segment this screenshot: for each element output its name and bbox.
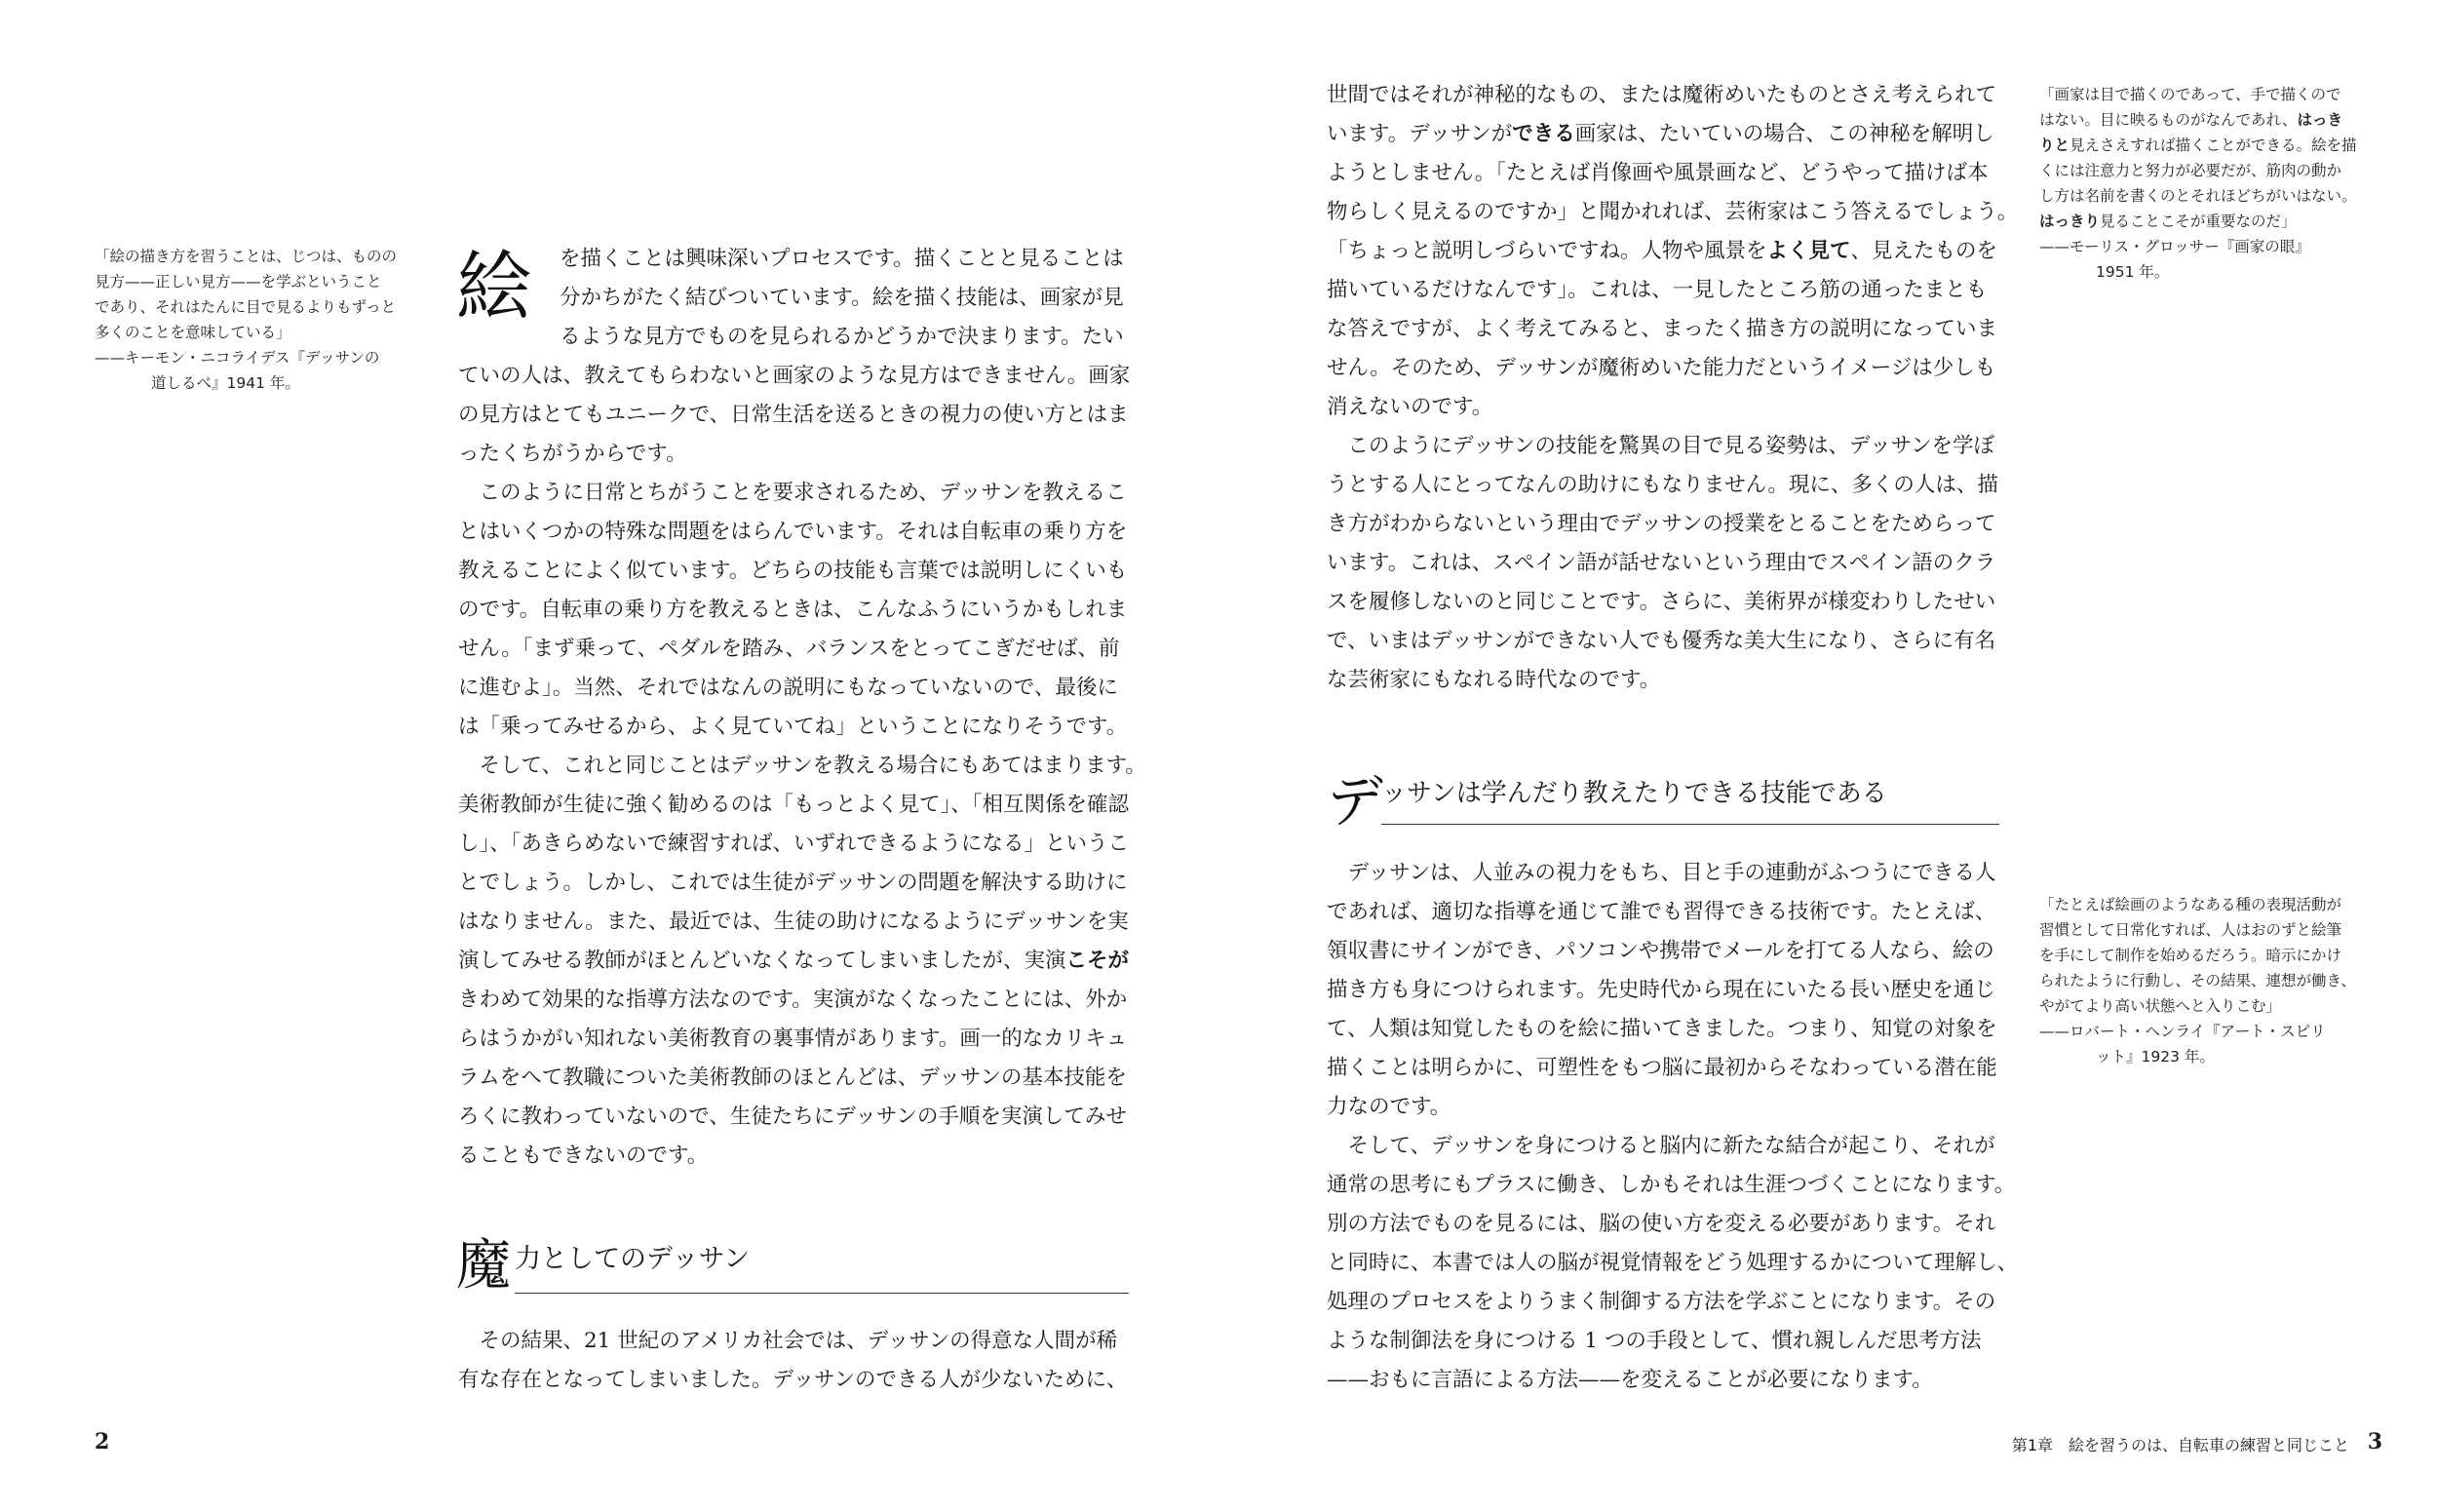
section-heading-learnable-skill — [1327, 770, 1999, 838]
heading-text: 力としてのデッサン — [515, 1244, 751, 1274]
body-line: 世間ではそれが神秘的なもの、または魔術めいたものとさえ考えられて — [1327, 83, 1997, 107]
body-line: 消えないのです。 — [1327, 395, 1493, 419]
body-line: はなりません。また、最近では、生徒の助けになるようにデッサンを実 — [458, 910, 1129, 934]
body-line: の見方はとてもユニークで、日常生活を送るときの視力の使い方とはま — [458, 403, 1129, 427]
sidenote-line: 習慣として日常化すれば、人はおのずと絵筆 — [2039, 921, 2342, 939]
body-line: デッサンは、人並みの視力をもち、目と手の連動がふつうにできる人 — [1347, 861, 1996, 885]
sidenote-line: 多くのことを意味している」 — [95, 324, 291, 341]
body-line: らはうかがい知れない美術教育の裏事情があります。画一的なカリキュ — [458, 1027, 1128, 1051]
body-line: し」、「あきらめないで練習すれば、いずれできるようになる」というこ — [458, 832, 1130, 856]
left-after-heading-text — [458, 1322, 1128, 1400]
page-number-left: 2 — [95, 1429, 110, 1454]
section-heading-magic — [456, 1236, 1129, 1304]
sidenote-text: 見えさえすれば描くことができる。絵を描 — [2070, 136, 2357, 154]
body-line: 描くことは明らかに、可塑性をもつ脳に最初からそなわっている潜在能 — [1327, 1056, 1997, 1080]
body-line: ることもできないのです。 — [458, 1144, 709, 1168]
left-body-text — [458, 357, 1146, 1176]
body-line: 別の方法でものを見るには、脳の使い方を変える必要があります。それ — [1327, 1212, 1996, 1236]
body-line: 処理のプロセスをよりうまく制御する方法を学ぶことになります。その — [1327, 1290, 1996, 1314]
body-line: 描き方も身につけられます。先史時代から現在にいたる長い歴史を通じ — [1327, 978, 1995, 1002]
sidenote-attribution: ——ロバート・ヘンライ『アート・スピリ — [2039, 1023, 2326, 1040]
sidenote-text: 見ることこそが重要なのだ」 — [2100, 213, 2297, 230]
body-text: 、見えたものを — [1850, 239, 1998, 263]
body-line — [458, 942, 1146, 981]
drop-cap: 絵 — [456, 244, 533, 331]
sidenote-line — [2039, 209, 2357, 234]
body-line: ような制御法を身につける 1 つの手段として、慣れ親しんだ思考方法 — [1327, 1329, 1982, 1353]
right-body-text-top — [1327, 76, 2018, 700]
sidenote-line: 「たとえば絵画のようなある種の表現活動が — [2039, 896, 2342, 913]
bold-emphasis: はっき — [2297, 111, 2342, 129]
body-line: 美術教師が生徒に強く勧めるのは「もっとよく見て」、「相互関係を確認 — [458, 793, 1130, 817]
sidenote-attribution: ——モーリス・グロッサー『画家の眼』 — [2039, 238, 2310, 255]
body-line — [1327, 115, 2018, 154]
body-line: ラムをへて教職についた美術教師のほとんどは、デッサンの基本技能を — [458, 1066, 1127, 1090]
sidenote-line: 見方——正しい見方——を学ぶということ — [95, 273, 382, 291]
body-line: うとする人にとってなんの助けにもなりません。現に、多くの人は、描 — [1327, 473, 1998, 497]
body-line — [1327, 232, 2018, 271]
bold-emphasis: よく見て — [1766, 239, 1851, 263]
heading-rule — [1381, 824, 1999, 825]
body-line: て、人類は知覚したものを絵に描いてきました。つまり、知覚の対象を — [1327, 1017, 1997, 1041]
sidenote-line: 「画家は目で描くのであって、手で描くので — [2039, 86, 2341, 103]
right-sidenote-quote-grosser — [2039, 82, 2357, 285]
body-line: ていの人は、教えてもらわないと画家のような見方はできません。画家 — [458, 364, 1131, 388]
body-line: せん。「まず乗って、ペダルを踏み、バランスをとってこぎだせば、前 — [458, 637, 1120, 661]
body-line: きわめて効果的な指導方法なのです。実演がなくなったことには、外か — [458, 988, 1128, 1012]
heading-text: ッサンは学んだり教えたりできる技能である — [1381, 779, 1887, 808]
body-line: 物らしく見えるのですか」と聞かれれば、芸術家はこう答えるでしょう。 — [1327, 200, 2019, 224]
body-line: とはいくつかの特殊な問題をはらんでいます。それは自転車の乗り方を — [458, 520, 1128, 544]
body-line: とでしょう。しかし、これでは生徒がデッサンの問題を解決する助けに — [458, 871, 1128, 895]
right-body-text-section — [1327, 854, 2018, 1400]
body-line: そして、デッサンを身につけると脳内に新たな結合が起こり、それが — [1347, 1134, 1995, 1158]
bold-emphasis: できる — [1512, 122, 1575, 146]
body-line: このように日常とちがうことを要求されるため、デッサンを教えるこ — [479, 481, 1127, 505]
body-line: せん。そのため、デッサンが魔術めいた能力だというイメージは少しも — [1327, 356, 1996, 380]
body-line: このようにデッサンの技能を驚異の目で見る姿勢は、デッサンを学ぼ — [1347, 434, 1994, 458]
left-sidenote-quote — [95, 244, 397, 396]
body-line: は「乗ってみせるから、よく見ていてね」ということになりそうです。 — [458, 715, 1128, 739]
body-line: き方がわからないという理由でデッサンの授業をとることをためらって — [1327, 512, 1996, 536]
body-line: 分かちがたく結びついています。絵を描く技能は、画家が見 — [560, 286, 1124, 310]
body-text: 画家は、たいていの場合、この神秘を解明し — [1574, 122, 1994, 146]
body-line: 有な存在となってしまいました。デッサンのできる人が少ないために、 — [458, 1368, 1128, 1392]
body-line: な答えですが、よく考えてみると、まったく描き方の説明になっていま — [1327, 317, 1998, 341]
body-line: そして、これと同じことはデッサンを教える場合にもあてはまります。 — [479, 754, 1146, 778]
sidenote-line — [2039, 107, 2357, 133]
body-line: 教えることによく似ています。どちらの技能も言葉では説明しにくいも — [458, 559, 1128, 583]
body-line: 領収書にサインができ、パソコンや携帯でメールを打てる人なら、絵の — [1327, 939, 1994, 963]
body-line: ろくに教わっていないので、生徒たちにデッサンの手順を実演してみせ — [458, 1105, 1127, 1129]
body-line: であれば、適切な指導を通じて誰でも習得できる技術です。たとえば、 — [1327, 900, 1996, 924]
sidenote-text: はない。目に映るものがなんであれ、 — [2039, 111, 2298, 129]
sidenote-line: くには注意力と努力が必要だが、筋肉の動か — [2039, 162, 2342, 179]
left-intro-text — [560, 240, 1124, 357]
running-head: 第1章 絵を習うのは、自転車の練習と同じこと — [2011, 1436, 2349, 1454]
body-line: スを履修しないのと同じことです。さらに、美術界が様変わりしたせい — [1327, 590, 1996, 614]
body-line: います。これは、スペイン語が話せないという理由でスペイン語のクラ — [1327, 551, 1996, 575]
bold-emphasis: りと — [2039, 136, 2070, 154]
sidenote-line — [2039, 133, 2357, 158]
body-line: と同時に、本書では人の脳が視覚情報をどう処理するかについて理解し、 — [1327, 1251, 2019, 1275]
body-text: 演してみせる教師がほとんどいなくなってしまいましたが、実演 — [458, 949, 1066, 973]
right-sidenote-quote-henri — [2039, 892, 2356, 1069]
body-line: ったくちがうからです。 — [458, 442, 687, 466]
sidenote-line: を手にして制作を始めるだろう。暗示にかけ — [2039, 947, 2342, 964]
heading-initial: デ — [1327, 768, 1384, 834]
sidenote-line: やがてより高い状態へと入りこむ」 — [2039, 997, 2282, 1015]
body-line: ——おもに言語による方法——を変えることが必要になります。 — [1327, 1368, 1933, 1392]
body-line: るような見方でものを見られるかどうかで決まります。たい — [560, 325, 1124, 349]
body-text: 「ちょっと説明しづらいですね。人物や風景を — [1327, 239, 1767, 263]
sidenote-attribution: 道しるべ』1941 年。 — [151, 374, 300, 392]
body-line: ようとしません。「たとえば肖像画や風景画など、どうやって描けば本 — [1327, 161, 1989, 185]
bold-emphasis: はっきり — [2039, 213, 2101, 230]
sidenote-attribution: ット』1923 年。 — [2096, 1048, 2215, 1066]
body-line: 通常の思考にもプラスに働き、しかもそれは生涯つづくことになります。 — [1327, 1173, 2016, 1197]
body-line: に進むよ」。当然、それではなんの説明にもなっていないので、最後に — [458, 676, 1118, 700]
heading-rule — [515, 1293, 1129, 1294]
sidenote-line: られたように行動し、その結果、連想が働き、 — [2039, 972, 2356, 989]
page-number-right: 3 — [2367, 1429, 2382, 1454]
body-line: その結果、21 世紀のアメリカ社会では、デッサンの得意な人間が稀 — [479, 1329, 1118, 1353]
body-text: います。デッサンが — [1327, 122, 1513, 146]
body-line: な芸術家にもなれる時代なのです。 — [1327, 668, 1661, 692]
body-line: 描いているだけなんです」。これは、一見したところ筋の通ったまとも — [1327, 278, 1988, 302]
sidenote-line: であり、それはたんに目で見るよりもずっと — [95, 298, 397, 316]
body-line: のです。自転車の乗り方を教えるときは、こんなふうにいうかもしれま — [458, 598, 1128, 622]
sidenote-line: し方は名前を書くのとそれほどちがいはない。 — [2039, 187, 2357, 205]
bold-emphasis: こそが — [1065, 949, 1130, 973]
sidenote-attribution: 1951 年。 — [2096, 263, 2170, 281]
sidenote-line: 「絵の描き方を習うことは、じつは、ものの — [95, 248, 398, 265]
body-line: で、いまはデッサンができない人でも優秀な美大生になり、さらに有名 — [1327, 629, 1996, 653]
heading-initial: 魔 — [456, 1234, 511, 1298]
body-line: 力なのです。 — [1327, 1095, 1451, 1119]
sidenote-attribution: ——キーモン・ニコライデス『デッサンの — [95, 349, 380, 367]
body-line: を描くことは興味深いプロセスです。描くことと見ることは — [560, 247, 1124, 271]
